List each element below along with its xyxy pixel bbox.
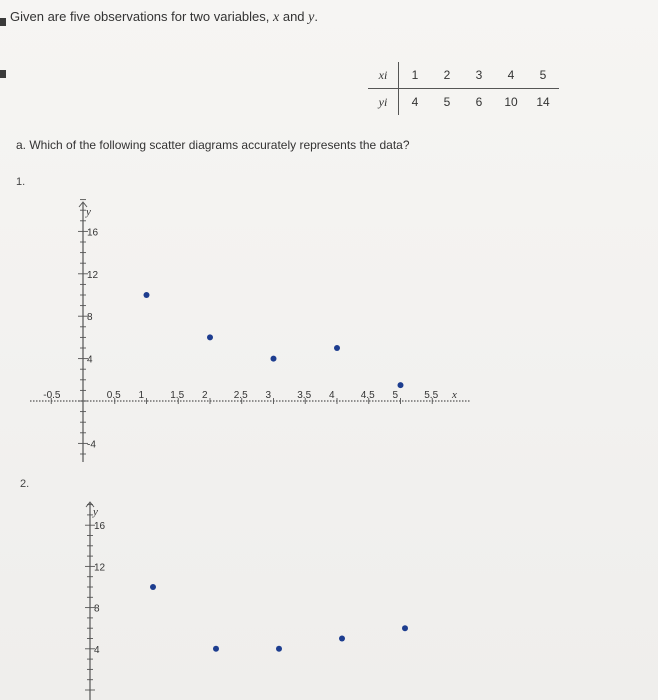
x-tick-label: 3.5 [297,390,312,401]
y-tick-label: 8 [87,312,93,324]
table-cell: 10 [504,95,518,109]
table-cell: 2 [431,62,463,89]
x-tick-label: 0.5 [106,390,121,401]
table-cell: 4 [495,62,527,89]
x-tick-label: 5 [392,390,399,401]
x-tick-label: 5.5 [424,390,439,401]
table-cell: 6 [475,95,483,109]
data-point [150,584,156,590]
y-tick-label: 12 [94,562,106,574]
data-point [339,636,345,642]
table-cell: 14 [536,95,550,109]
y-tick-label: 12 [87,269,99,281]
intro-and: and [279,9,309,24]
intro-x-var: x [273,10,280,25]
table-cell: 5 [527,62,559,89]
y-axis-label: y [86,206,91,218]
y-tick-label: 8 [94,603,100,615]
table-cell: 5 [443,95,451,109]
question-a: a. Which of the following scatter diagrams accurately represents the data? [16,138,410,152]
data-point [276,646,282,652]
y-tick-label: -4 [87,439,96,451]
table-cell: 4 [411,95,419,109]
y-tick-label: 4 [94,644,100,656]
x-header: xi [368,62,399,89]
data-point [213,646,219,652]
table-cell: 1 [399,62,432,89]
y-header: yi [368,89,399,116]
x-tick-label: 4.5 [360,390,375,401]
y-tick-label: 4 [87,354,93,366]
x-tick-label: 3 [265,390,272,401]
y-tick-label: 16 [94,521,106,533]
x-tick-label: 2 [202,390,208,401]
y-axis-label: y [93,506,98,518]
x-tick-label: 4 [329,390,335,401]
option-2-label[interactable]: 2. [20,478,30,490]
table-cell: 3 [463,62,495,89]
intro-end: . [314,9,318,24]
option-1-label[interactable]: 1. [16,176,26,188]
intro-y-var: y [308,10,315,25]
intro-text: Given are five observations for two variables, [10,9,274,24]
x-tick-label: -0.5 [43,390,61,401]
x-axis-label: x [452,389,457,401]
x-tick-label: 1.5 [170,390,185,401]
data-point [402,625,408,631]
x-tick-label: 2.5 [233,390,248,401]
y-tick-label: 16 [87,227,99,239]
x-tick-label: 1 [138,390,145,401]
